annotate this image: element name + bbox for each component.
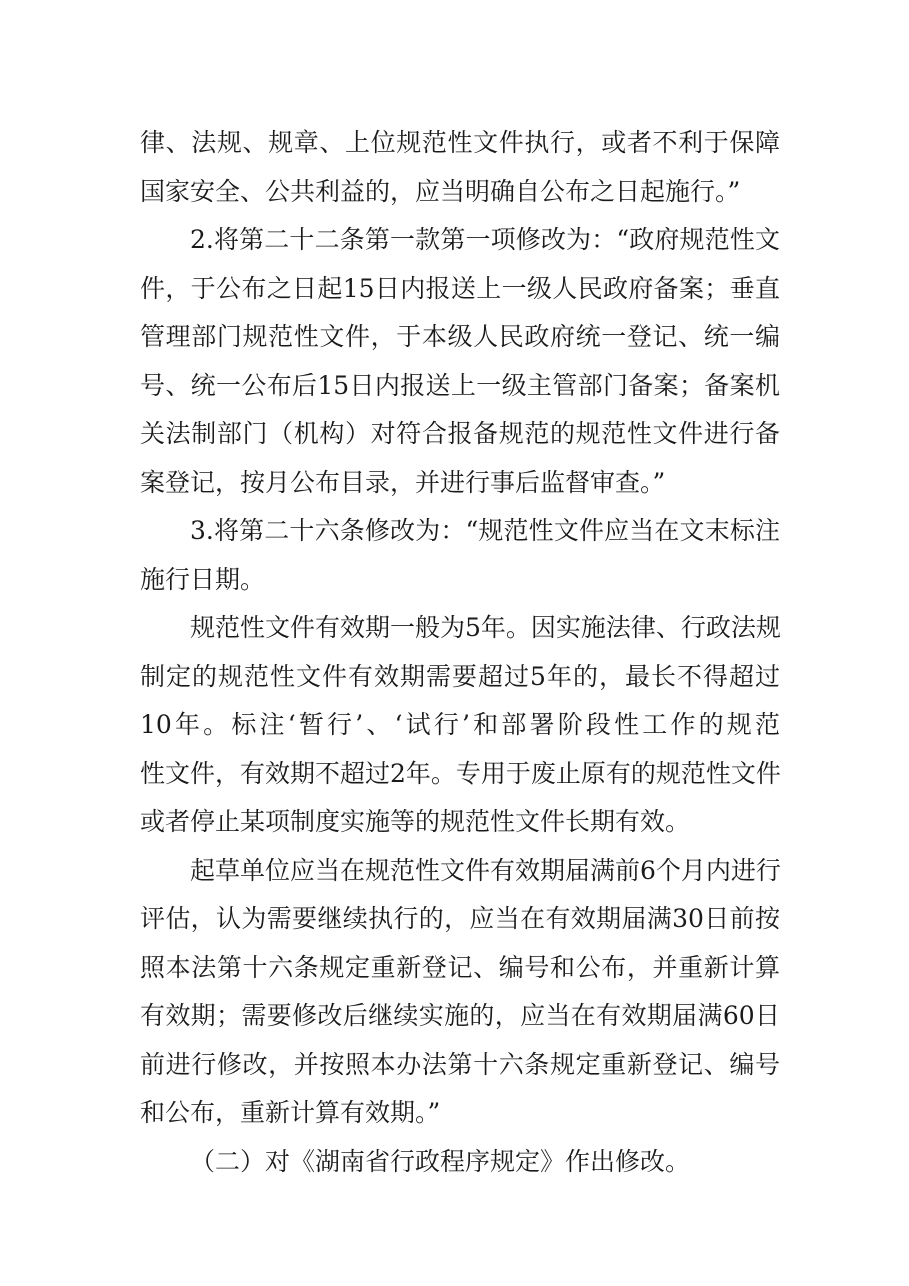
text-line: 2.将第二十二条第一款第一项修改为：“政府规范性文 xyxy=(190,225,780,254)
text-line: 或者停止某项制度实施等的规范性文件长期有效。 xyxy=(140,807,691,836)
text-line: 和公布，重新计算有效期。” xyxy=(140,1098,441,1127)
text-line: 关法制部门（机构）对符合报备规范的规范性文件进行备 xyxy=(140,419,780,448)
text-line: 件，于公布之日起15日内报送上一级人民政府备案；垂直 xyxy=(140,273,780,303)
text-line: 3.将第二十六条修改为：“规范性文件应当在文末标注 xyxy=(190,516,780,545)
text-line: 10年。标注‘暂行’、‘试行’和部署阶段性工作的规范 xyxy=(140,710,780,739)
text-line: 有效期；需要修改后继续实施的，应当在有效期届满60日 xyxy=(140,1001,780,1030)
section-heading: （二）对《湖南省行政程序规定》作出修改。 xyxy=(190,1146,691,1176)
text-line: 照本法第十六条规定重新登记、编号和公布，并重新计算 xyxy=(140,952,780,982)
text-line: 起草单位应当在规范性文件有效期届满前6个月内进行 xyxy=(190,855,781,885)
text-line: 评估，认为需要继续执行的，应当在有效期届满30日前按 xyxy=(140,904,780,933)
text-line: 号、统一公布后15日内报送上一级主管部门备案；备案机 xyxy=(140,370,780,400)
text-line: 性文件，有效期不超过2年。专用于废止原有的规范性文件 xyxy=(140,758,781,788)
text-line: 律、法规、规章、上位规范性文件执行，或者不利于保障 xyxy=(140,128,780,157)
document-body xyxy=(140,119,780,1186)
text-line: 管理部门规范性文件，于本级人民政府统一登记、统一编 xyxy=(140,322,780,351)
text-line: 施行日期。 xyxy=(140,564,266,594)
text-line: 国家安全、公共利益的，应当明确自公布之日起施行。” xyxy=(140,176,741,206)
text-line: 案登记，按月公布目录，并进行事后监督审查。” xyxy=(140,467,666,497)
text-line: 规范性文件有效期一般为5年。因实施法律、行政法规 xyxy=(190,613,781,642)
text-line: 制定的规范性文件有效期需要超过5年的，最长不得超过 xyxy=(140,661,780,691)
text-line: 前进行修改，并按照本办法第十六条规定重新登记、编号 xyxy=(140,1049,780,1079)
